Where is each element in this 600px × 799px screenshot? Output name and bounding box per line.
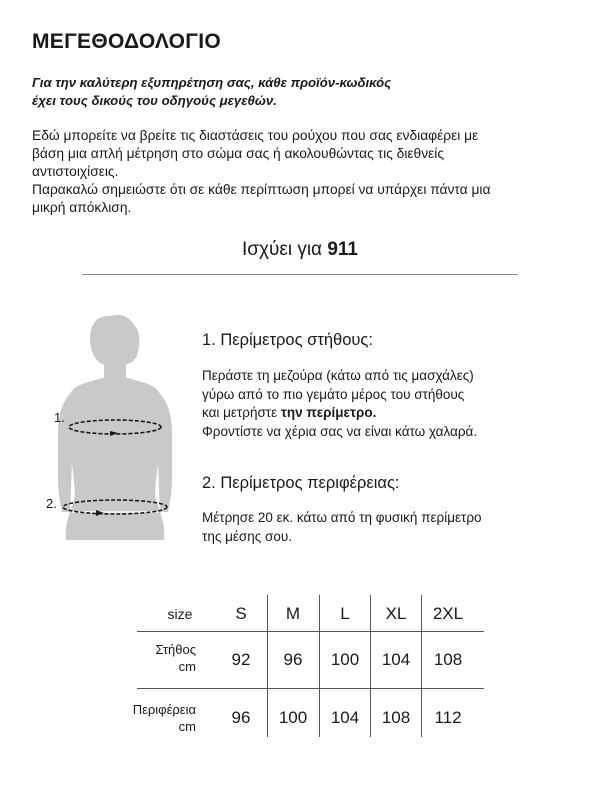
section-heading-hips: 2. Περίμετρος περιφέρειας: <box>202 474 400 492</box>
section-line: της μέσης σου. <box>202 528 292 544</box>
intro-bold-line: έχει τους δικούς του οδηγούς μεγεθών. <box>32 93 277 108</box>
female-silhouette-icon <box>50 312 180 547</box>
section-line-text: και μετρήστε <box>202 405 278 420</box>
page-title: ΜΕΓΕΘΟΔΟΛΟΓΙΟ <box>32 30 222 53</box>
section-heading-chest: 1. Περίμετρος στήθους: <box>202 331 373 349</box>
section-line: Μέτρησε 20 εκ. κάτω από τη φυσική περίμετρο <box>202 510 482 525</box>
table-cell: 104 <box>330 708 360 727</box>
table-cell: 112 <box>434 708 462 727</box>
section-text-hips <box>202 509 562 546</box>
intro-line: Εδώ μπορείτε να βρείτε τις διαστάσεις του ρούχου που σας ενδιαφέρει με <box>32 128 479 143</box>
size-header: L <box>340 604 350 623</box>
size-header: XL <box>385 604 407 623</box>
table-rule <box>137 688 484 689</box>
table-cell: 104 <box>381 650 411 669</box>
intro-line: αντιστοιχίσεις. <box>32 164 119 179</box>
intro-bold-text <box>32 74 572 110</box>
size-header: 2XL <box>432 604 464 623</box>
valid-for-heading <box>0 239 600 261</box>
row-label-chest <box>100 641 196 675</box>
row-label-text: Στήθος <box>155 642 196 657</box>
table-rule <box>137 631 484 632</box>
row-label-text: Περιφέρεια <box>132 702 196 717</box>
size-header: M <box>285 604 301 623</box>
table-cell: 92 <box>231 650 251 669</box>
intro-line: Παρακαλώ σημειώστε ότι σε κάθε περίπτωση μπορεί να υπάρχει πάντα μια <box>32 182 491 197</box>
product-code: 911 <box>327 239 358 260</box>
row-label-unit: cm <box>178 719 196 734</box>
table-cell: 100 <box>278 708 308 727</box>
table-cell: 96 <box>283 650 303 669</box>
section-line: Περάστε τη μεζούρα (κάτω από τις μασχάλες) <box>202 368 474 383</box>
section-line <box>202 404 562 423</box>
table-cell: 108 <box>381 708 411 727</box>
table-cell: 108 <box>433 650 463 669</box>
measure-marker-hips: 2. <box>46 496 57 511</box>
row-label-unit: cm <box>178 659 196 674</box>
section-line: γύρω από το πιο γεμάτο μέρος του στήθους <box>202 386 465 402</box>
measure-marker-chest: 1. <box>54 410 65 425</box>
row-label-hips <box>90 701 196 735</box>
section-line-emphasis: την περίμετρο. <box>280 405 377 420</box>
table-cell: 100 <box>330 650 360 669</box>
divider <box>82 274 518 275</box>
section-text-chest <box>202 367 562 441</box>
valid-for-prefix: Ισχύει για <box>242 239 323 260</box>
section-line: Φροντίστε να χέρια σας να είναι κάτω χαλαρά. <box>202 423 478 439</box>
intro-line: μικρή απόκλιση. <box>32 200 132 215</box>
intro-text <box>32 127 577 217</box>
table-cell: 96 <box>231 708 251 727</box>
size-header-label: size <box>167 606 193 622</box>
intro-bold-line: Για την καλύτερη εξυπηρέτηση σας, κάθε προϊόν-κωδικός <box>32 75 392 90</box>
intro-line: βάση μια απλή μέτρηση στο σώμα σας ή ακολουθώντας τις διεθνείς <box>32 146 444 161</box>
size-header: S <box>235 604 247 623</box>
